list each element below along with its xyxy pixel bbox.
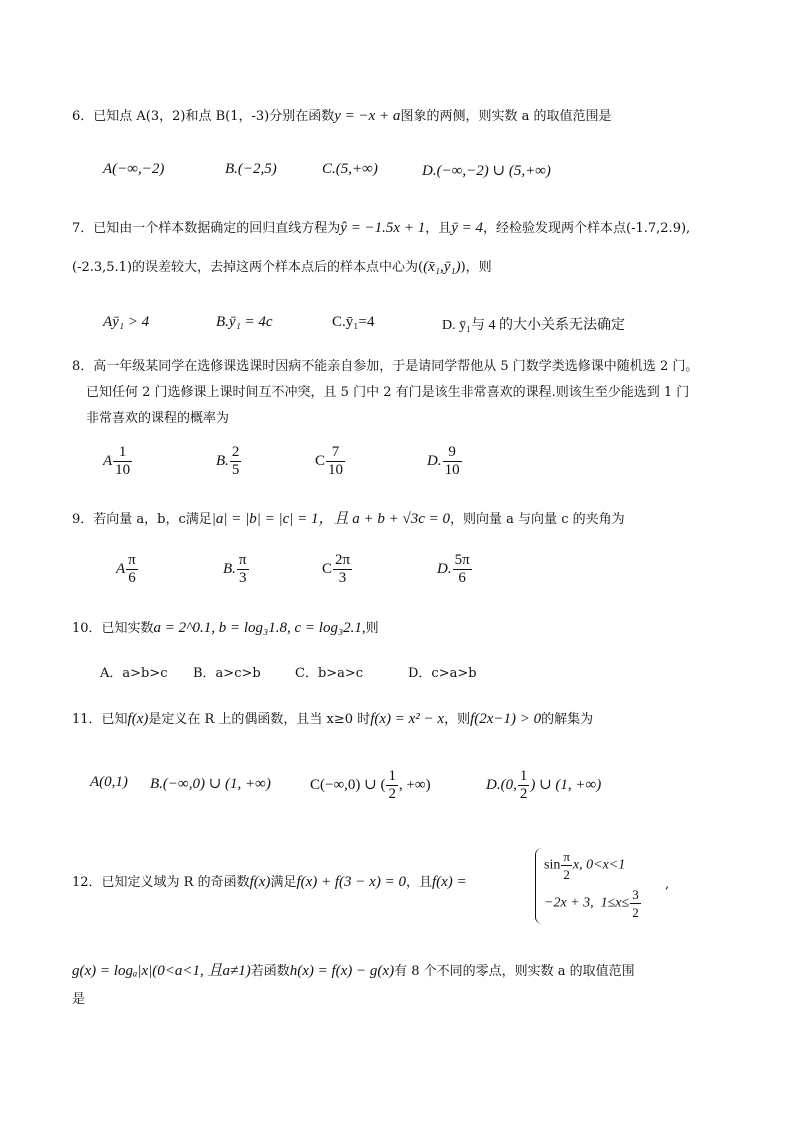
q8-option-a-letter: A [103,452,113,469]
q8-stem-line1: 8．高一年级某同学在选修课选课时因病不能亲自参加，于是请同学帮他从 5 门数学类选修课中随机选 2 门。 [72,359,699,374]
q11-option-c-right: , +∞) [398,776,431,793]
q9-formula: |a| = |b| = |c| = 1，且 a + b + √3c = 0 [211,511,451,527]
q11-option-c [310,768,431,803]
q11-fx: f(x) [127,711,149,727]
q9-option-a-den: 6 [128,570,136,586]
q9-option-a-num: π [128,552,136,568]
q9-option-a-letter: A [116,560,126,577]
q6-formula: y = −x + a [334,108,401,124]
q10-option-d: D．c>a>b [408,666,477,681]
q8-option-a-num: 1 [113,444,132,462]
q10-stem-after: 则 [365,621,379,636]
q11-option-c-half-num: 1 [388,768,396,784]
q11-option-b: B.(−∞,0) ∪ (1, +∞) [150,776,271,792]
q9-option-d-den: 6 [458,570,466,586]
q12-stem [72,873,467,892]
q11-option-d-left: D.(0, [486,776,517,793]
q9-option-b [223,552,250,587]
q6-option-c: C.(5,+∞) [322,161,378,177]
q10-stem-before: 10．已知实数 [72,621,154,636]
q12-line2-after: 有 8 个不同的零点，则实数 a 的取值范围 [394,964,635,979]
q9-option-c-letter: C [322,560,333,577]
q8-option-b-letter: B. [216,452,229,469]
q12-piece-1: sin $\frac{\pi}{2}$ x, 0<x<1 [544,849,626,882]
q7-stem-line2-end: )，则 [460,260,492,275]
q11-stem-c: ，则 [444,712,471,727]
q9-option-b-letter: B. [223,560,236,577]
q12-definition: f(x) = [431,874,467,890]
q8-stem-line2: 已知任何 2 门选修课上课时间互不冲突，且 5 门中 2 有门是该生非常喜欢的课程.则该生至少能选到 1 门 [86,385,690,400]
q12-stem-b: 满足 [270,875,297,890]
q10-option-c: C．b>a>c [295,666,364,681]
q11-inequality: f(2x−1) > 0 [470,711,542,727]
q7-option-d: D. ȳ₁与 4 的大小关系无法确定 [442,318,625,333]
q12-piece-2-row: −2x + 3, 1≤x≤ $\frac{3}{2}$ [544,887,639,920]
q9-option-d-letter: D. [437,560,452,577]
q8-option-a [103,444,133,479]
q11-option-d-half-den: 2 [519,786,528,802]
q9-stem [72,510,625,529]
q7-stem-line2 [72,258,492,277]
q6-option-b: B.(−2,5) [225,161,277,177]
q11-option-a: A(0,1) [90,774,128,790]
q6-option-d: D.(−∞,−2) ∪ (5,+∞) [422,163,551,179]
q12-piece-pi: π [563,849,570,864]
q12-piece-2: 2 [563,867,570,882]
q9-option-d-num: 5π [454,552,470,568]
q9-option-c-den: 3 [338,570,347,586]
q7-stem-line1 [72,219,690,238]
q11-stem [72,710,593,729]
q12-stem-a: 12．已知定义域为 R 的奇函数 [72,875,250,890]
q11-stem-b: 是定义在 R 上的偶函数，且当 x≥0 时 [148,712,371,727]
q7-mean: ȳ = 4 [451,220,484,236]
q11-definition: f(x) = x² − x [370,711,445,727]
q8-option-b [216,444,242,479]
q12-condition: f(x) + f(3 − x) = 0 [296,874,406,890]
q9-option-d [437,552,473,587]
q7-regression-formula: ŷ = −1.5x + 1 [340,220,426,236]
q7-stem-before: 7．已知由一个样本数据确定的回归直线方程为 [72,221,341,236]
q11-option-c-left: C(−∞,0) ∪ ( [310,776,386,793]
q7-center: (x̄₁,ȳ₁) [423,259,461,275]
q8-option-d-den: 10 [444,462,460,478]
q12-h-definition: h(x) = f(x) − g(x) [289,963,395,979]
q10-stem [72,619,379,638]
q9-option-b-num: π [238,552,247,568]
q8-option-b-den: 5 [231,462,240,478]
q7-option-a: Aȳ₁ > 4 [103,314,150,330]
q8-option-c-den: 10 [328,462,344,478]
q12-piece-3: 3 [632,887,639,902]
q8-option-d [427,444,463,479]
q12-g-definition: g(x) = logₐ|x|(0<a<1, 且a≠1) [72,963,251,979]
q8-option-c-letter: C [315,452,326,469]
q12-line2-mid: 若函数 [250,964,290,979]
q11-stem-a: 11．已知 [72,712,128,727]
q8-option-b-num: 2 [231,444,240,460]
q6-stem-before: 6．已知点 A(3，2)和点 B(1，-3)分别在函数 [72,109,335,124]
q11-option-d-half-num: 1 [519,768,528,784]
q10-formula: a = 2^0.1, b = log₃1.8, c = log₃2.1, [153,620,366,636]
q12-comma: , [665,877,670,892]
q12-piece-2-den: 2 [632,905,639,920]
q6-stem-after: 图象的两侧，则实数 a 的取值范围是 [400,109,612,124]
q11-option-d-right: ) ∪ (1, +∞) [530,776,602,793]
q12-stem-c: ，且 [405,875,432,890]
q6-option-a: A(−∞,−2) [103,161,165,177]
q12-piecewise-brace [535,848,542,924]
q8-option-a-den: 10 [115,462,131,478]
q9-option-c [322,552,353,587]
q11-option-c-half-den: 2 [388,786,396,802]
q6-stem [72,107,611,126]
q8-option-d-num: 9 [443,444,462,462]
q8-option-c-num: 7 [326,444,345,462]
q12-fx: f(x) [249,874,271,890]
q9-option-c-num: 2π [335,552,351,568]
q7-stem-line2-text: (-2.3,5.1)的误差较大，去掉这两个样本点后的样本点中心为( [72,260,424,275]
q8-option-c [315,444,346,479]
q12-line2 [72,962,635,981]
q9-stem-after: ，则向量 a 与向量 c 的夹角为 [450,512,625,527]
q11-stem-d: 的解集为 [541,712,594,727]
q8-option-d-letter: D. [427,452,442,469]
q9-option-b-den: 3 [238,570,247,586]
q9-stem-before: 9．若向量 a，b，c满足 [72,512,212,527]
q10-option-b: B．a>c>b [193,666,261,681]
q11-option-d [486,768,601,803]
q10-option-a: A．a>b>c [100,666,168,681]
q7-stem-mid: ，且 [425,221,452,236]
q7-option-b: B.ȳ₁ = 4c [216,314,273,330]
q12-line3: 是 [72,992,86,1007]
q7-option-c: C.ȳ₁=4 [332,314,375,330]
q7-stem-after: ，经检验发现两个样本点(-1.7,2.9), [483,221,691,236]
q9-option-a [116,552,139,587]
q8-stem-line3: 非常喜欢的课程的概率为 [86,411,230,426]
